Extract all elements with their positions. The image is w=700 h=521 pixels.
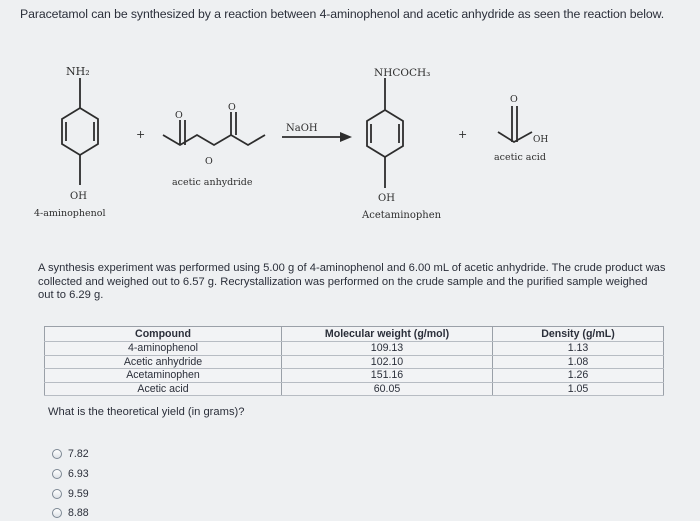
table-row — [45, 382, 664, 396]
option-label: 8.88 — [68, 507, 89, 519]
acetaminophen-ring — [367, 78, 403, 188]
option-label: 6.93 — [68, 468, 89, 480]
question-text: What is the theoretical yield (in grams)? — [48, 406, 245, 418]
option-label: 7.82 — [68, 448, 89, 460]
o-acid-label: O — [510, 94, 518, 105]
reagent-label: NaOH — [286, 123, 318, 134]
plus-sign: + — [136, 128, 146, 141]
compound-cell: Acetic anhydride — [45, 355, 282, 369]
plus-sign-2: + — [458, 128, 468, 141]
o-left-label: O — [175, 110, 183, 121]
acetic-acid-name: acetic acid — [494, 152, 546, 163]
header-compound: Compound — [45, 327, 282, 342]
aminophenol-ring — [62, 78, 98, 185]
oh-label-aminophenol: OH — [70, 191, 87, 202]
header-density: Density (g/mL) — [493, 327, 664, 342]
compound-cell: 4-aminophenol — [45, 342, 282, 356]
reaction-scheme — [0, 40, 700, 250]
compound-table — [44, 326, 664, 396]
oh-label-acetaminophen: OH — [378, 193, 395, 204]
acetaminophen-name: Acetaminophen — [362, 210, 442, 221]
experiment-description: A synthesis experiment was performed using 5.00 g of 4-aminophenol and 6.00 mL of acetic anhydride. The crude product was collected and weighed out to 6.57 g. Recrystallization was performed on the crude sample and the purified sample weighed out to 6.29 g. — [38, 262, 666, 302]
molecular-weight-cell: 102.10 — [282, 355, 493, 369]
nh2-label: NH₂ — [66, 65, 90, 78]
radio-button[interactable] — [52, 489, 62, 499]
molecular-weight-cell: 109.13 — [282, 342, 493, 356]
option-label: 9.59 — [68, 488, 89, 500]
radio-button[interactable] — [52, 469, 62, 479]
intro-text: Paracetamol can be synthesized by a reaction between 4-aminophenol and acetic anhydride as seen the reaction below. — [20, 7, 665, 21]
oh-acid-label: OH — [533, 135, 549, 145]
answer-option-4[interactable] — [52, 506, 89, 520]
table-row — [45, 369, 664, 383]
nhcoch3-label: NHCOCH₃ — [374, 67, 431, 79]
table-header-row — [45, 327, 664, 342]
o-right-label: O — [228, 102, 236, 113]
molecular-weight-cell: 60.05 — [282, 382, 493, 396]
radio-button[interactable] — [52, 508, 62, 518]
density-cell: 1.05 — [493, 382, 664, 396]
density-cell: 1.26 — [493, 369, 664, 383]
aminophenol-name: 4-aminophenol — [34, 208, 106, 219]
molecular-weight-cell: 151.16 — [282, 369, 493, 383]
answer-option-1[interactable] — [52, 447, 89, 461]
compound-cell: Acetaminophen — [45, 369, 282, 383]
density-cell: 1.08 — [493, 355, 664, 369]
answer-option-2[interactable] — [52, 467, 89, 481]
o-bridge-label: O — [205, 156, 213, 167]
acetic-acid-structure — [498, 106, 532, 142]
answer-option-3[interactable] — [52, 487, 89, 501]
header-molecular-weight: Molecular weight (g/mol) — [282, 327, 493, 342]
acetic-anhydride-name: acetic anhydride — [172, 177, 253, 188]
density-cell: 1.13 — [493, 342, 664, 356]
table-row — [45, 342, 664, 356]
compound-cell: Acetic acid — [45, 382, 282, 396]
table-row — [45, 355, 664, 369]
radio-button[interactable] — [52, 449, 62, 459]
